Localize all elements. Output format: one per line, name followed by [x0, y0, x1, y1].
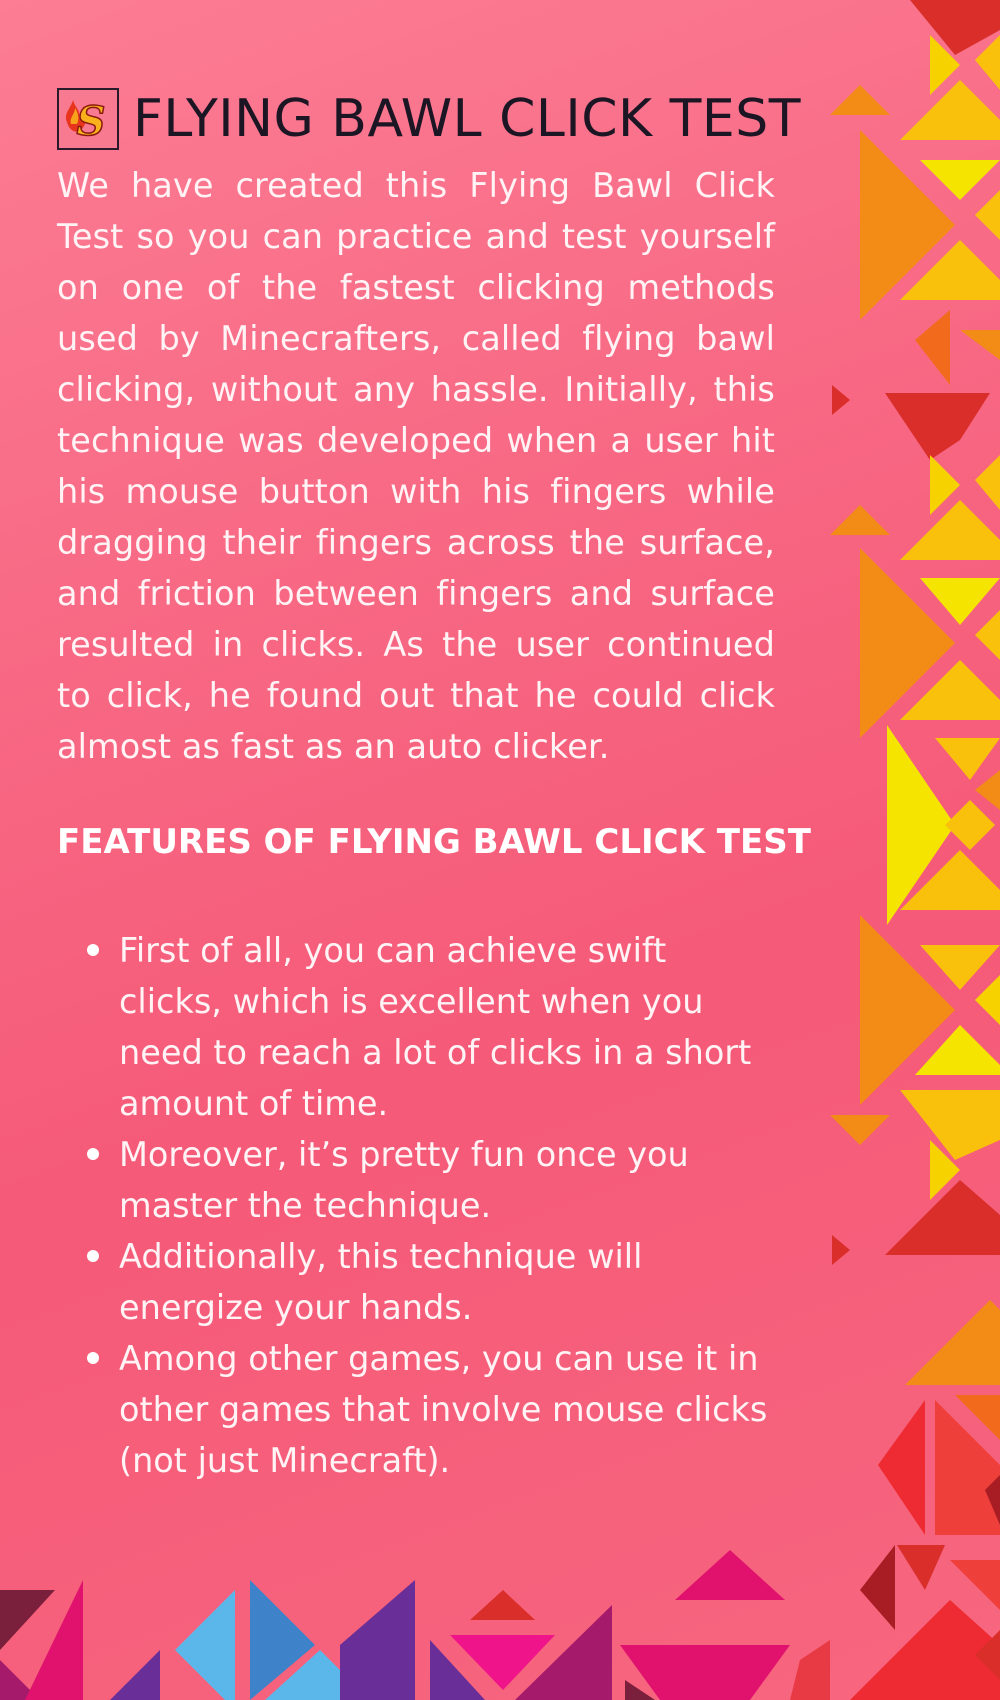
list-item-text: Additionally, this technique will energize your hands. — [119, 1237, 643, 1327]
right-triangle-border — [830, 0, 1000, 1535]
triangle-shape — [900, 500, 1000, 560]
triangle-shape — [975, 975, 1000, 1025]
flaming-s-logo-icon — [61, 92, 115, 146]
triangle-shape — [860, 1545, 895, 1630]
features-list — [57, 925, 777, 1486]
triangle-shape — [905, 1300, 1000, 1385]
triangle-shape — [915, 310, 950, 385]
triangle-shape — [975, 455, 1000, 510]
list-item-text: Moreover, it’s pretty fun once you master the technique. — [119, 1135, 689, 1225]
triangle-shape — [975, 35, 1000, 90]
triangle-shape — [920, 578, 1000, 625]
triangle-shape — [920, 160, 1000, 200]
list-item-text: Among other games, you can use it in other games that involve mouse clicks (not just Minecraft). — [119, 1339, 768, 1480]
bullet-icon — [87, 1148, 99, 1160]
triangle-shape — [830, 1115, 890, 1145]
list-item — [57, 1231, 777, 1333]
bullet-icon — [87, 944, 99, 956]
triangle-shape — [945, 800, 995, 850]
triangle-shape — [910, 0, 1000, 55]
list-item — [57, 1333, 777, 1486]
triangle-shape — [900, 80, 1000, 140]
triangle-shape — [897, 1545, 945, 1590]
page-title: FLYING BAWL CLICK TEST — [133, 88, 802, 149]
triangle-shape — [830, 85, 890, 115]
triangle-shape — [470, 1590, 535, 1620]
triangle-shape — [675, 1550, 785, 1600]
logo — [57, 88, 119, 150]
list-item — [57, 1129, 777, 1231]
triangle-shape — [920, 945, 1000, 990]
triangle-shape — [832, 1235, 850, 1265]
list-item — [57, 925, 777, 1129]
triangle-shape — [850, 1600, 1000, 1700]
triangle-shape — [790, 1640, 830, 1700]
triangle-shape — [975, 770, 1000, 810]
triangle-shape — [885, 393, 990, 460]
features-heading: FEATURES OF FLYING BAWL CLICK TEST — [57, 822, 811, 862]
triangle-shape — [960, 330, 1000, 360]
intro-paragraph: We have created this Flying Bawl Click Test so you can practice and test yourself on one of the fastest clicking methods used by Minecrafters, called flying bawl clicking, without any hassle. Initially, this technique was developed when a user hit his mouse button with his fingers while dragging their fingers across the surface, and friction between fingers and surface resulted in clicks. As the user continued to click, he found out that he could click almost as fast as an auto clicker. — [57, 166, 775, 766]
triangle-shape — [110, 1650, 160, 1700]
bullet-icon — [87, 1250, 99, 1262]
bottom-triangle-border — [0, 1545, 1000, 1700]
bullet-icon — [87, 1352, 99, 1364]
triangle-shape — [950, 1560, 1000, 1610]
triangle-shape — [878, 1400, 925, 1535]
triangle-shape — [900, 1090, 1000, 1160]
triangle-shape — [620, 1645, 790, 1700]
triangle-shape — [975, 190, 1000, 240]
triangle-shape — [0, 1590, 55, 1650]
triangle-shape — [830, 505, 890, 535]
svg-text:S: S — [76, 97, 106, 145]
triangle-shape — [832, 385, 850, 415]
triangle-shape — [885, 1180, 1000, 1255]
triangle-shape — [175, 1590, 235, 1700]
triangle-shape — [975, 610, 1000, 660]
triangle-shape — [340, 1580, 415, 1700]
triangle-shape — [935, 738, 1000, 780]
list-item-text: First of all, you can achieve swift clicks, which is excellent when you need to reach a lot of clicks in a short amount of time. — [119, 931, 752, 1123]
triangle-shape — [860, 915, 955, 1105]
